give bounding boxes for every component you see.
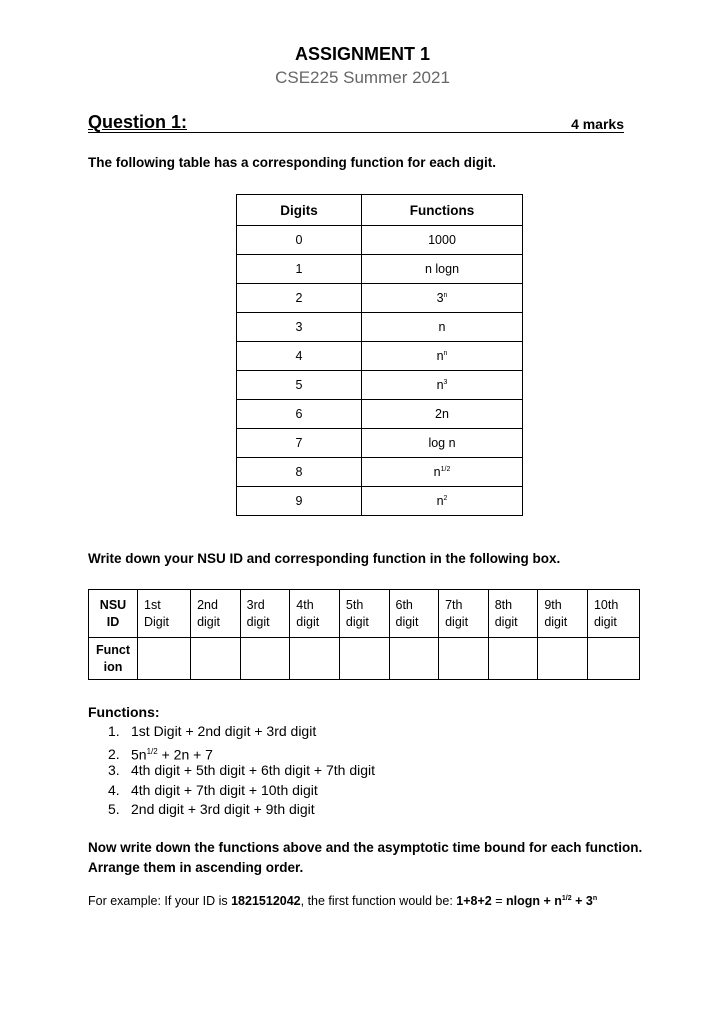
digit-cell: 1: [237, 255, 362, 284]
function-entry-cell[interactable]: [538, 638, 588, 680]
id-row: [89, 590, 640, 638]
function-row: [89, 638, 640, 680]
digit-cell: 8: [237, 458, 362, 487]
list-item: 1. 1st Digit + 2nd digit + 3rd digit: [108, 723, 317, 739]
functions-column-header: Functions: [362, 195, 523, 226]
list-item: 3. 4th digit + 5th digit + 6th digit + 7th digit: [108, 762, 376, 778]
function-cell: log n: [362, 429, 523, 458]
function-entry-cell[interactable]: [587, 638, 639, 680]
id-digit-header: 5th digit: [339, 590, 389, 638]
ordering-instruction: Now write down the functions above and the asymptotic time bound for each function. Arrange them in ascending order.: [88, 840, 643, 875]
table-row: [237, 342, 523, 371]
function-entry-cell[interactable]: [290, 638, 340, 680]
id-digit-header: 2nd digit: [191, 590, 241, 638]
digit-cell: 5: [237, 371, 362, 400]
digit-cell: 7: [237, 429, 362, 458]
id-instruction: Write down your NSU ID and corresponding function in the following box.: [88, 551, 561, 566]
digit-cell: 3: [237, 313, 362, 342]
example-answer: $nlogn + n^{1/2} + 3^n$: [506, 894, 598, 908]
function-entry-cell[interactable]: [191, 638, 241, 680]
table-row: [237, 313, 523, 342]
question-intro: The following table has a corresponding function for each digit.: [88, 155, 497, 170]
example-id: 1821512042: [231, 894, 301, 908]
function-label: Funct ion: [89, 638, 138, 680]
nsu-id-table: [88, 589, 640, 680]
question-title: Question 1:: [88, 112, 188, 132]
function-entry-cell[interactable]: [488, 638, 538, 680]
function-entry-cell[interactable]: [389, 638, 439, 680]
digit-cell: 9: [237, 487, 362, 516]
function-cell: n logn: [362, 255, 523, 284]
function-cell: 3$^n$: [362, 284, 523, 313]
table-header-row: [237, 195, 523, 226]
function-entry-cell[interactable]: [439, 638, 489, 680]
functions-list: [108, 722, 375, 820]
table-row: [237, 284, 523, 313]
function-entry-cell[interactable]: [339, 638, 389, 680]
function-cell: n: [362, 313, 523, 342]
table-row: [237, 429, 523, 458]
id-digit-header: 9th digit: [538, 590, 588, 638]
id-digit-header: 1st Digit: [138, 590, 191, 638]
id-digit-header: 10th digit: [587, 590, 639, 638]
function-cell: $n^n$: [362, 342, 523, 371]
function-cell: $n^{1/2}$: [362, 458, 523, 487]
function-entry-cell[interactable]: [240, 638, 290, 680]
function-cell: $n^3$: [362, 371, 523, 400]
id-digit-header: 7th digit: [439, 590, 489, 638]
table-row: [237, 458, 523, 487]
example-text: For example: If your ID is 1821512042, the first function would be: $1+8+2 = nlogn + n^{1/2} + 3^n$: [88, 894, 598, 908]
digit-cell: 4: [237, 342, 362, 371]
list-item: 4. 4th digit + 7th digit + 10th digit: [108, 781, 318, 798]
list-item: 2. $5n^{1/2} + 2n + 7$: [108, 746, 213, 763]
table-row: [237, 487, 523, 516]
digit-cell: 6: [237, 400, 362, 429]
id-digit-header: 4th digit: [290, 590, 340, 638]
table-row: [237, 255, 523, 284]
digit-function-table: [236, 194, 523, 516]
question-heading: [88, 112, 624, 133]
function-cell: 1000: [362, 226, 523, 255]
digits-column-header: Digits: [237, 195, 362, 226]
assignment-title: ASSIGNMENT 1: [294, 44, 431, 64]
course-subtitle: CSE225 Summer 2021: [275, 68, 450, 87]
id-digit-header: 8th digit: [488, 590, 538, 638]
digit-cell: 2: [237, 284, 362, 313]
function-cell: $n^2$: [362, 487, 523, 516]
table-row: [237, 226, 523, 255]
id-digit-header: 3rd digit: [240, 590, 290, 638]
functions-title: Functions:: [88, 704, 160, 720]
digit-cell: 0: [237, 226, 362, 255]
function-entry-cell[interactable]: [138, 638, 191, 680]
table-row: [237, 400, 523, 429]
function-cell: 2n: [362, 400, 523, 429]
example-sum: 1+8+2: [456, 894, 492, 908]
id-digit-header: 6th digit: [389, 590, 439, 638]
list-item: 5. 2nd digit + 3rd digit + 9th digit: [108, 801, 315, 817]
nsu-id-label: NSU ID: [89, 590, 138, 638]
table-row: [237, 371, 523, 400]
question-marks: 4 marks: [571, 116, 624, 132]
